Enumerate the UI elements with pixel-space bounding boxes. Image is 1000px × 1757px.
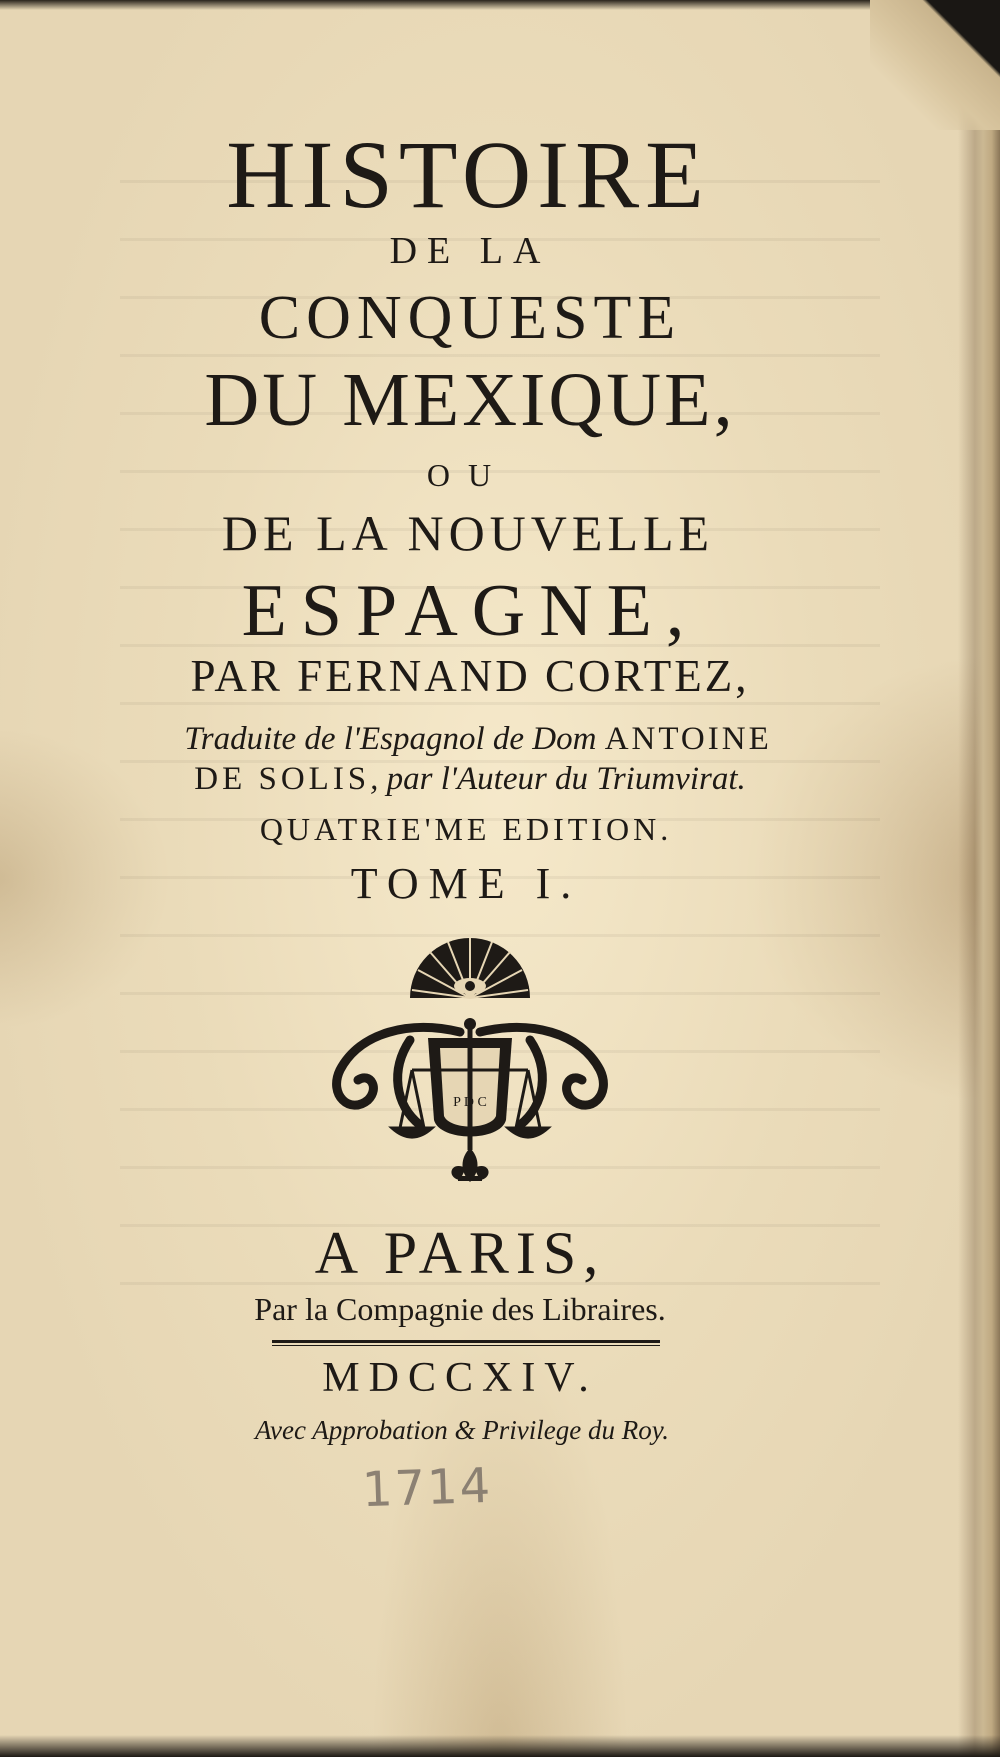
title-line-espagne: ESPAGNE, [241, 570, 699, 652]
imprint-publisher: Par la Compagnie des Libraires. [254, 1291, 666, 1327]
translator-first-name: ANTOINE [604, 721, 772, 757]
title-line-mexique: DU MEXIQUE, [204, 358, 736, 442]
translation-text-2: , par l'Auteur du Triumvirat. [370, 761, 746, 797]
translation-line-2 [0, 758, 970, 800]
sunburst-eye-icon [410, 938, 530, 998]
page-edge-bottom [0, 1735, 1000, 1757]
imprint-city: A PARIS, [314, 1220, 606, 1286]
title-line-de-la: DE LA [389, 230, 551, 272]
imprint-date: MDCCXIV. [322, 1355, 598, 1401]
author-line: PAR FERNAND CORTEZ, [190, 651, 750, 701]
edition-line: QUATRIE'ME EDITION. [259, 811, 673, 847]
book-title: HISTOIRE [226, 121, 710, 228]
fleur-de-lis-icon [451, 1148, 488, 1182]
volume-line: TOME I. [350, 859, 582, 908]
printer-ornament [300, 920, 640, 1200]
translation-text-1: Traduite de l'Espagnol de Dom [184, 721, 605, 757]
ornament-initials: P D C [453, 1095, 487, 1110]
translator-last-name: DE SOLIS [194, 761, 371, 797]
title-line-ou: OU [426, 457, 510, 493]
translation-line-1 [0, 718, 978, 760]
handwritten-pencil-note: 1714 [361, 1457, 494, 1519]
title-line-conquest: CONQUESTE [258, 284, 682, 352]
torn-corner [870, 0, 1000, 130]
page-edge-top [0, 0, 1000, 10]
approbation-line: Avec Approbation & Privilege du Roy. [255, 1415, 669, 1445]
double-rule-divider [272, 1340, 660, 1346]
title-line-nouvelle: DE LA NOUVELLE [221, 505, 715, 561]
